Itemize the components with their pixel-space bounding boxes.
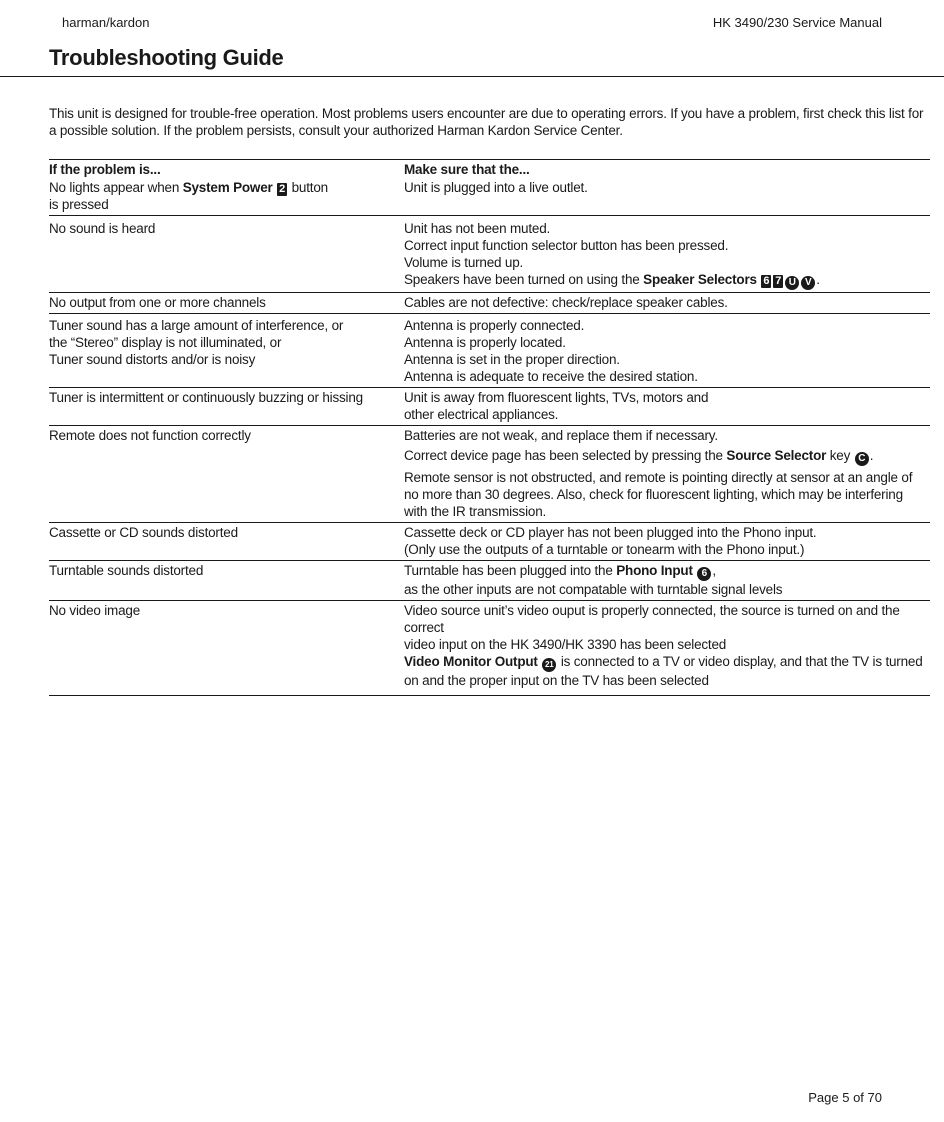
problem-line: No video image (49, 603, 141, 618)
problem-cell (49, 178, 404, 216)
solution-line: Cables are not defective: check/replace speaker cables. (404, 295, 728, 310)
solution-line: Correct input function selector button has been pressed. (404, 238, 729, 253)
solution-line: Remote sensor is not obstructed, and remote is pointing directly at sensor at an angle of (404, 470, 913, 485)
solution-line: Cassette deck or CD player has not been plugged into the Phono input. (404, 525, 817, 540)
table-row (49, 523, 930, 561)
page-title: Troubleshooting Guide (49, 45, 284, 70)
solution-text: , (712, 563, 716, 578)
key-21-icon: 21 (542, 658, 556, 672)
solution-cell (404, 388, 930, 426)
problem-cell (49, 314, 404, 388)
problem-cell (49, 293, 404, 314)
problem-cell (49, 523, 404, 561)
solution-cell (404, 216, 930, 293)
problem-line (49, 179, 404, 196)
problem-line: the “Stereo” display is not illuminated, or (49, 335, 282, 350)
problem-line: Turntable sounds distorted (49, 563, 204, 578)
solution-line: Antenna is properly connected. (404, 318, 585, 333)
solution-line (404, 271, 930, 290)
table-row (49, 293, 930, 314)
solution-line: Unit is plugged into a live outlet. (404, 180, 588, 195)
problem-line: Tuner sound has a large amount of interference, or (49, 318, 344, 333)
problem-text: No lights appear when (49, 180, 183, 195)
problem-line: Cassette or CD sounds distorted (49, 525, 238, 540)
title-divider (0, 76, 944, 77)
table-row (49, 426, 930, 523)
key-v-icon: V (801, 276, 815, 290)
solution-line: (Only use the outputs of a turntable or tonearm with the Phono input.) (404, 542, 805, 557)
solution-line (404, 562, 930, 581)
solution-text: Turntable has been plugged into the (404, 563, 617, 578)
solution-line (404, 447, 930, 466)
table-row (49, 314, 930, 388)
intro-paragraph: This unit is designed for trouble-free operation. Most problems users encounter are due to operating errors. If you have a problem, first check this list for a possible solution. If the problem persists, consult your authorized Harman Kardon Service Center. (49, 106, 924, 138)
control-name: Source Selector (726, 448, 827, 463)
solution-line: Volume is turned up. (404, 255, 524, 270)
header-manual-title: HK 3490/230 Service Manual (712, 15, 882, 30)
control-name: Video Monitor Output (404, 654, 538, 669)
header-brand: harman/kardon (62, 15, 150, 30)
solution-line: Antenna is set in the proper direction. (404, 352, 620, 367)
key-c-icon: C (855, 452, 869, 466)
solution-line: on and the proper input on the TV has been selected (404, 673, 709, 688)
solution-cell (404, 601, 930, 696)
problem-cell (49, 561, 404, 601)
solution-text: . (869, 448, 874, 463)
control-name: Speaker Selectors (643, 272, 757, 287)
solution-text: . (816, 272, 820, 287)
table-row (49, 216, 930, 293)
solution-line: Unit is away from fluorescent lights, TVs, motors and (404, 390, 709, 405)
problem-cell (49, 388, 404, 426)
solution-cell (404, 426, 930, 523)
problem-line: No sound is heard (49, 221, 156, 236)
problem-line: is pressed (49, 197, 109, 212)
solution-line: Video source unit’s video ouput is properly connected, the source is turned on and the correct (404, 603, 900, 635)
problem-line: Tuner is intermittent or continuously buzzing or hissing (49, 390, 363, 405)
key-u-icon: U (785, 276, 799, 290)
solution-text: is connected to a TV or video display, and that the TV is turned (557, 654, 923, 669)
problem-line: No output from one or more channels (49, 295, 266, 310)
key-2-icon: 2 (279, 183, 286, 195)
solution-line: Antenna is adequate to receive the desired station. (404, 369, 698, 384)
problem-line: Tuner sound distorts and/or is noisy (49, 352, 256, 367)
solution-line: video input on the HK 3490/HK 3390 has been selected (404, 637, 727, 652)
solution-line: Antenna is properly located. (404, 335, 566, 350)
table-row (49, 388, 930, 426)
solution-cell (404, 178, 930, 216)
table-header-row (49, 160, 930, 179)
control-name: System Power (182, 180, 273, 195)
solution-line (404, 653, 930, 672)
problem-text: button (288, 180, 328, 195)
key-7-icon: 7 (775, 275, 782, 287)
solution-line: other electrical appliances. (404, 407, 559, 422)
table-row (49, 561, 930, 601)
solution-text: Speakers have been turned on using the (404, 272, 644, 287)
control-name: Phono Input (616, 563, 693, 578)
solution-line: no more than 30 degrees. Also, check for fluorescent lighting, which may be interfering (404, 487, 903, 502)
column-header-solution: Make sure that the... (404, 162, 530, 177)
problem-cell (49, 601, 404, 696)
problem-line: Remote does not function correctly (49, 428, 251, 443)
key-6-circle-icon: 6 (697, 567, 711, 581)
key-6-icon: 6 (763, 275, 770, 287)
solution-cell (404, 314, 930, 388)
column-header-problem: If the problem is... (49, 162, 161, 177)
solution-text: Correct device page has been selected by pressing the (404, 448, 727, 463)
solution-line: as the other inputs are not compatable with turntable signal levels (404, 582, 783, 597)
solution-line: with the IR transmission. (404, 504, 547, 519)
solution-cell (404, 561, 930, 601)
table-row (49, 601, 930, 696)
problem-cell (49, 216, 404, 293)
solution-line: Batteries are not weak, and replace them if necessary. (404, 428, 718, 443)
page-number: Page 5 of 70 (808, 1090, 882, 1105)
table-row (49, 178, 930, 216)
solution-cell (404, 293, 930, 314)
problem-cell (49, 426, 404, 523)
troubleshooting-table (49, 159, 930, 696)
solution-line: Unit has not been muted. (404, 221, 551, 236)
solution-cell (404, 523, 930, 561)
solution-text: key (826, 448, 854, 463)
